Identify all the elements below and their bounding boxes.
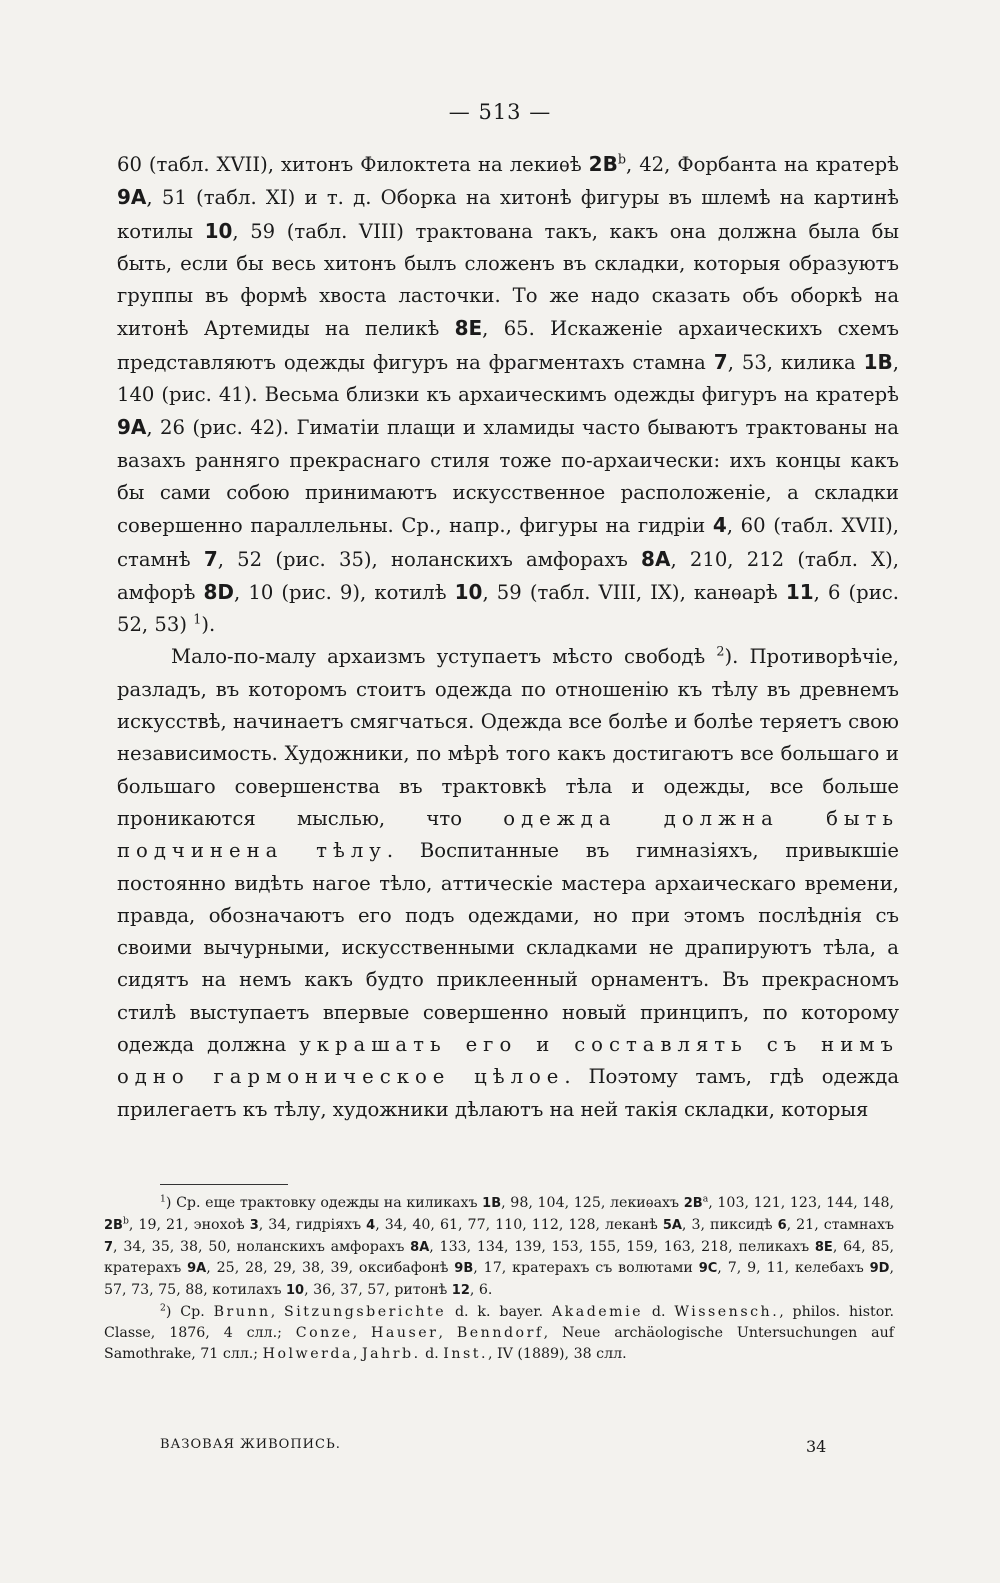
vase-reference: 9D — [869, 1261, 890, 1277]
text-run: , 59 (табл. VIII) трактована такъ, какъ она должна была бы быть, если бы весь хитонъ былъ сложенъ въ складки, которыя образуютъ группы въ формѣ хвоста ласточки. То же надо сказать объ оборкѣ на хитонѣ Артемиды на пеликѣ — [117, 219, 899, 341]
vase-reference: 2B — [683, 1196, 703, 1211]
paragraph — [117, 148, 899, 641]
footnote — [104, 1193, 894, 1302]
superscript-mark: b — [122, 1215, 129, 1227]
spaced-emphasis: Hauser — [371, 1324, 439, 1341]
text-run: Мало-по-малу архаизмъ уступаетъ мѣсто свободѣ — [171, 645, 717, 669]
spaced-emphasis: Holwerda — [262, 1345, 353, 1362]
superscript-mark: 1 — [193, 612, 202, 628]
vase-reference: 12 — [451, 1283, 470, 1299]
text-run: , 21, стамнахъ — [786, 1216, 894, 1233]
spaced-emphasis: Brunn — [213, 1303, 271, 1320]
text-run: , 65. Искаженіе архаическихъ схемъ представляютъ одежды фигуръ на фрагментахъ стамна — [117, 317, 899, 374]
vase-reference: 9A — [117, 185, 147, 210]
printer-signature: ВАЗОВАЯ ЖИВОПИСЬ. — [160, 1437, 341, 1452]
vase-reference: 1B — [863, 349, 893, 374]
text-run: ). — [201, 613, 216, 637]
spaced-emphasis: Akademie — [551, 1303, 644, 1320]
text-run: , 34, 40, 61, 77, 110, 112, 128, леканѣ — [375, 1216, 663, 1233]
spaced-emphasis: Sitzungsberichte — [284, 1303, 447, 1320]
spaced-emphasis: Inst. — [443, 1345, 488, 1362]
text-run: 60 (табл. XVII), хитонъ Филоктета на лекиѳѣ — [117, 153, 589, 176]
text-run: , — [270, 1303, 285, 1320]
text-run: , 59 (табл. VIII, IX), канѳарѣ — [482, 580, 786, 604]
vase-reference: 8E — [814, 1239, 833, 1255]
vase-reference: 8A — [410, 1239, 430, 1255]
text-run: , IV (1889), 38 слл. — [488, 1345, 627, 1362]
sheet-number: 34 — [806, 1437, 827, 1456]
superscript-mark: 2 — [716, 644, 725, 660]
vase-reference: 8E — [454, 316, 483, 341]
vase-reference: 2B — [104, 1217, 123, 1233]
text-run: . Воспитанные въ гимназіяхъ, привыкшіе постоянно видѣть нагое тѣло, аттическіе мастера архаическаго времени, правда, обозначаютъ его подъ одеждами, но при этомъ послѣднія съ своими вычурными, искусственными складками не драпируютъ тѣла, а сидятъ на немъ какъ будто приклеенный орнаментъ. Въ прекрасномъ стилѣ выступаетъ впервые совершенно новый принципъ, по которому одежда должна — [117, 839, 899, 1057]
vase-reference: 2B — [588, 152, 618, 176]
footnotes — [104, 1193, 894, 1364]
vase-reference: 10 — [454, 579, 483, 604]
text-run: , 3, пиксидѣ — [681, 1216, 778, 1233]
paragraph — [117, 641, 899, 1125]
text-run: , 7, 9, 11, келебахъ — [717, 1260, 870, 1277]
text-run: ). Противорѣчіе, разладъ, въ которомъ стоитъ одежда по отношенію къ тѣлу въ древнемъ искусствѣ, начинаетъ смягчаться. Одежда все болѣе и болѣе теряетъ свою независимость. Художники, по мѣрѣ того какъ достигаютъ все большаго и большаго совершенства въ трактовкѣ тѣла и одежды, все больше проникаются мыслью, что — [117, 645, 899, 830]
vase-reference: 7 — [203, 546, 218, 571]
text-run: , 25, 28, 29, 38, 39, оксибафонѣ — [206, 1260, 455, 1277]
spaced-emphasis: Conze — [295, 1324, 353, 1341]
text-run: , 6 (рис. 52, 53) — [117, 580, 899, 637]
text-run: , 42, Форбанта на кратерѣ — [626, 153, 899, 176]
footnote-divider — [160, 1184, 288, 1185]
text-run: . Поэтому тамъ, гдѣ одежда прилегаетъ къ тѣлу, художники дѣлаютъ на ней такія складки, которыя — [117, 1065, 899, 1121]
vase-reference: 9A — [187, 1261, 207, 1277]
text-run: , 6. — [469, 1282, 493, 1299]
spaced-emphasis: украшать его и составлять съ нимъ одно гармоническое цѣлое — [117, 1033, 899, 1089]
text-run: , 140 (рис. 41). Весьма близки къ архаическимъ одежды фигуръ на кратерѣ — [117, 350, 899, 407]
vase-reference: 10 — [286, 1283, 305, 1299]
vase-reference: 4 — [366, 1217, 376, 1233]
text-run: , — [352, 1345, 362, 1362]
spaced-emphasis: Jahrb. — [361, 1345, 421, 1362]
text-run: d. — [420, 1345, 444, 1362]
footnote — [104, 1302, 894, 1364]
text-run: , — [352, 1324, 372, 1341]
text-run: ) Ср. еще трактовку одежды на киликахъ — [165, 1195, 483, 1211]
text-run: , 26 (рис. 42). Гиматіи плащи и хламиды часто бываютъ трактованы на вазахъ ранняго прекраснаго стиля тоже по-архаически: ихъ концы какъ бы сами собою принимаютъ искусственное расположеніе, а складки совершенно параллельны. Ср., напр., фигуры на гидріи — [117, 416, 899, 538]
vase-reference: 8A — [641, 546, 671, 571]
text-run: , 51 (табл. XI) и т. д. Оборка на хитонѣ фигуры въ шлемѣ на картинѣ котилы — [117, 186, 899, 243]
text-run: , 53, килика — [727, 350, 864, 374]
vase-reference: 5A — [662, 1217, 682, 1233]
vase-reference: 7 — [713, 349, 728, 374]
vase-reference: 7 — [104, 1239, 114, 1255]
main-text — [117, 148, 899, 1126]
text-run: , 57, 73, 75, 88, котилахъ — [104, 1260, 894, 1299]
vase-reference: 10 — [204, 218, 233, 243]
vase-reference: 8D — [203, 579, 235, 604]
text-run: d. k. bayer. — [446, 1303, 552, 1320]
text-run: , philos. histor. Classe, 1876, 4 слл.; — [104, 1303, 894, 1341]
text-run: ) Ср. — [165, 1303, 214, 1320]
vase-reference: 6 — [777, 1217, 787, 1233]
text-run: , 210, 212 (табл. X), амфорѣ — [117, 547, 899, 604]
vase-reference: 3 — [249, 1217, 259, 1233]
vase-reference: 4 — [712, 513, 727, 538]
spaced-emphasis: Benndorf — [456, 1324, 544, 1341]
vase-reference: 1B — [482, 1196, 502, 1211]
text-run: , 64, 85, кратерахъ — [104, 1238, 895, 1277]
text-run: , 19, 21, энохоѣ — [128, 1216, 250, 1233]
vase-reference: 9B — [454, 1261, 474, 1277]
text-run: , Neue archäologische Untersuchungen auf Samothrake, 71 слл.; — [104, 1324, 894, 1362]
text-run: , 98, 104, 125, лекиѳахъ — [501, 1195, 684, 1211]
text-run: , 10 (рис. 9), котилѣ — [234, 580, 455, 604]
page-number: — 513 — — [448, 100, 552, 124]
superscript-mark: a — [702, 1193, 709, 1205]
text-run: , 60 (табл. XVII), стамнѣ — [117, 514, 899, 571]
text-run: , 133, 134, 139, 153, 155, 159, 163, 218, пеликахъ — [429, 1238, 815, 1255]
vase-reference: 9A — [117, 415, 147, 440]
spaced-emphasis: Wissensch. — [674, 1303, 780, 1320]
superscript-mark: b — [617, 152, 626, 168]
superscript-mark: 2 — [160, 1302, 166, 1314]
vase-reference: 11 — [785, 579, 814, 604]
text-run: d. — [643, 1303, 675, 1320]
text-run: , 36, 37, 57, ритонѣ — [304, 1282, 452, 1299]
superscript-mark: 1 — [160, 1193, 166, 1205]
text-run: , 34, гидріяхъ — [258, 1216, 367, 1233]
text-run: , — [438, 1324, 457, 1341]
vase-reference: 9C — [698, 1261, 718, 1277]
text-run: , 103, 121, 123, 144, 148, — [708, 1195, 894, 1211]
text-run: , 52 (рис. 35), ноланскихъ амфорахъ — [217, 547, 642, 571]
text-run: , 17, кратерахъ съ волютами — [473, 1260, 699, 1277]
text-run: , 34, 35, 38, 50, ноланскихъ амфорахъ — [113, 1238, 411, 1255]
spaced-emphasis: одежда должна быть подчинена тѣлу — [117, 806, 900, 863]
